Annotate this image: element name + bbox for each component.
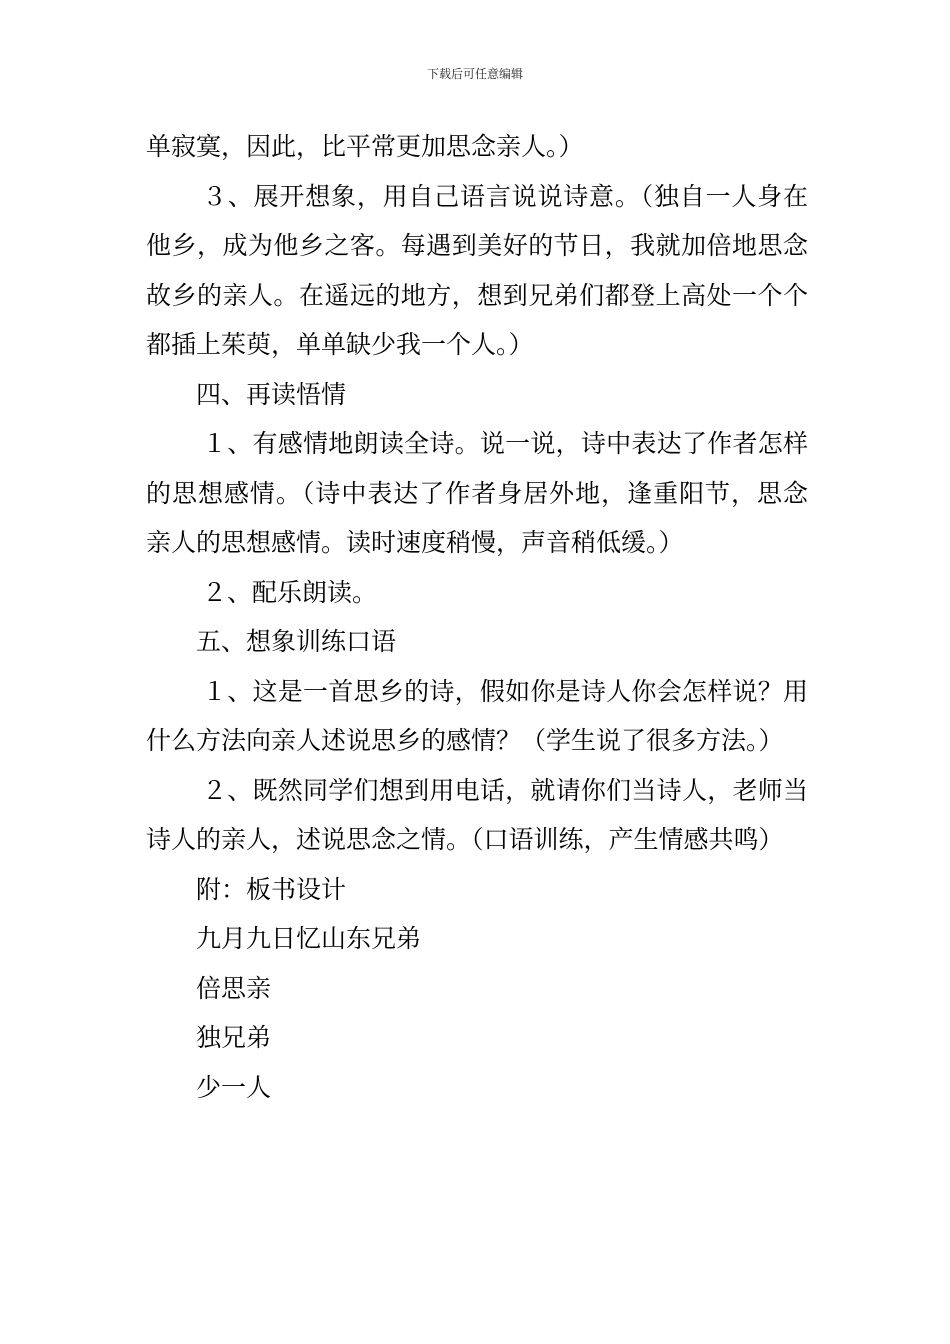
board-title: 九月九日忆山东兄弟 [196,924,422,953]
paragraph-continuation: 单寂寞，因此，比平常更加思念亲人。） [146,132,584,161]
paragraph-item-3: ３、展开想象，用自己语言说说诗意。（独自一人身在他乡，成为他乡之客。每遇到美好的节日，我就加倍地思念故乡的亲人。在遥远的地方，想到兄弟们都登上高处一个个都插上茱萸，单单缺少我一个人。） [146,181,808,359]
page-header: 下载后可任意编辑 [426,67,523,81]
paragraph-item-2b: ２、既然同学们想到用电话，就请你们当诗人，老师当诗人的亲人，述说思念之情。（口语训练，产生情感共鸣） [146,775,808,854]
paragraph-item-1b: １、这是一首思乡的诗，假如你是诗人你会怎样说？用什么方法向亲人述说思乡的感情？（学生说了很多方法。） [146,676,808,755]
section-heading-4: 四、再读悟情 [196,379,347,409]
board-line-3: 少一人 [196,1072,272,1102]
board-line-1: 倍思亲 [196,973,272,1003]
document-body [146,122,808,1112]
paragraph-item-1: １、有感情地朗读全诗。说一说，诗中表达了作者怎样的思想感情。（诗中表达了作者身居外地，逢重阳节，思念亲人的思想感情。读时速度稍慢，声音稍低缓。） [146,429,808,557]
board-line-2: 独兄弟 [196,1023,272,1052]
section-heading-5: 五、想象训练口语 [196,627,397,656]
paragraph-item-2: ２、配乐朗读。 [202,577,378,607]
appendix-heading: 附：板书设计 [196,874,347,904]
